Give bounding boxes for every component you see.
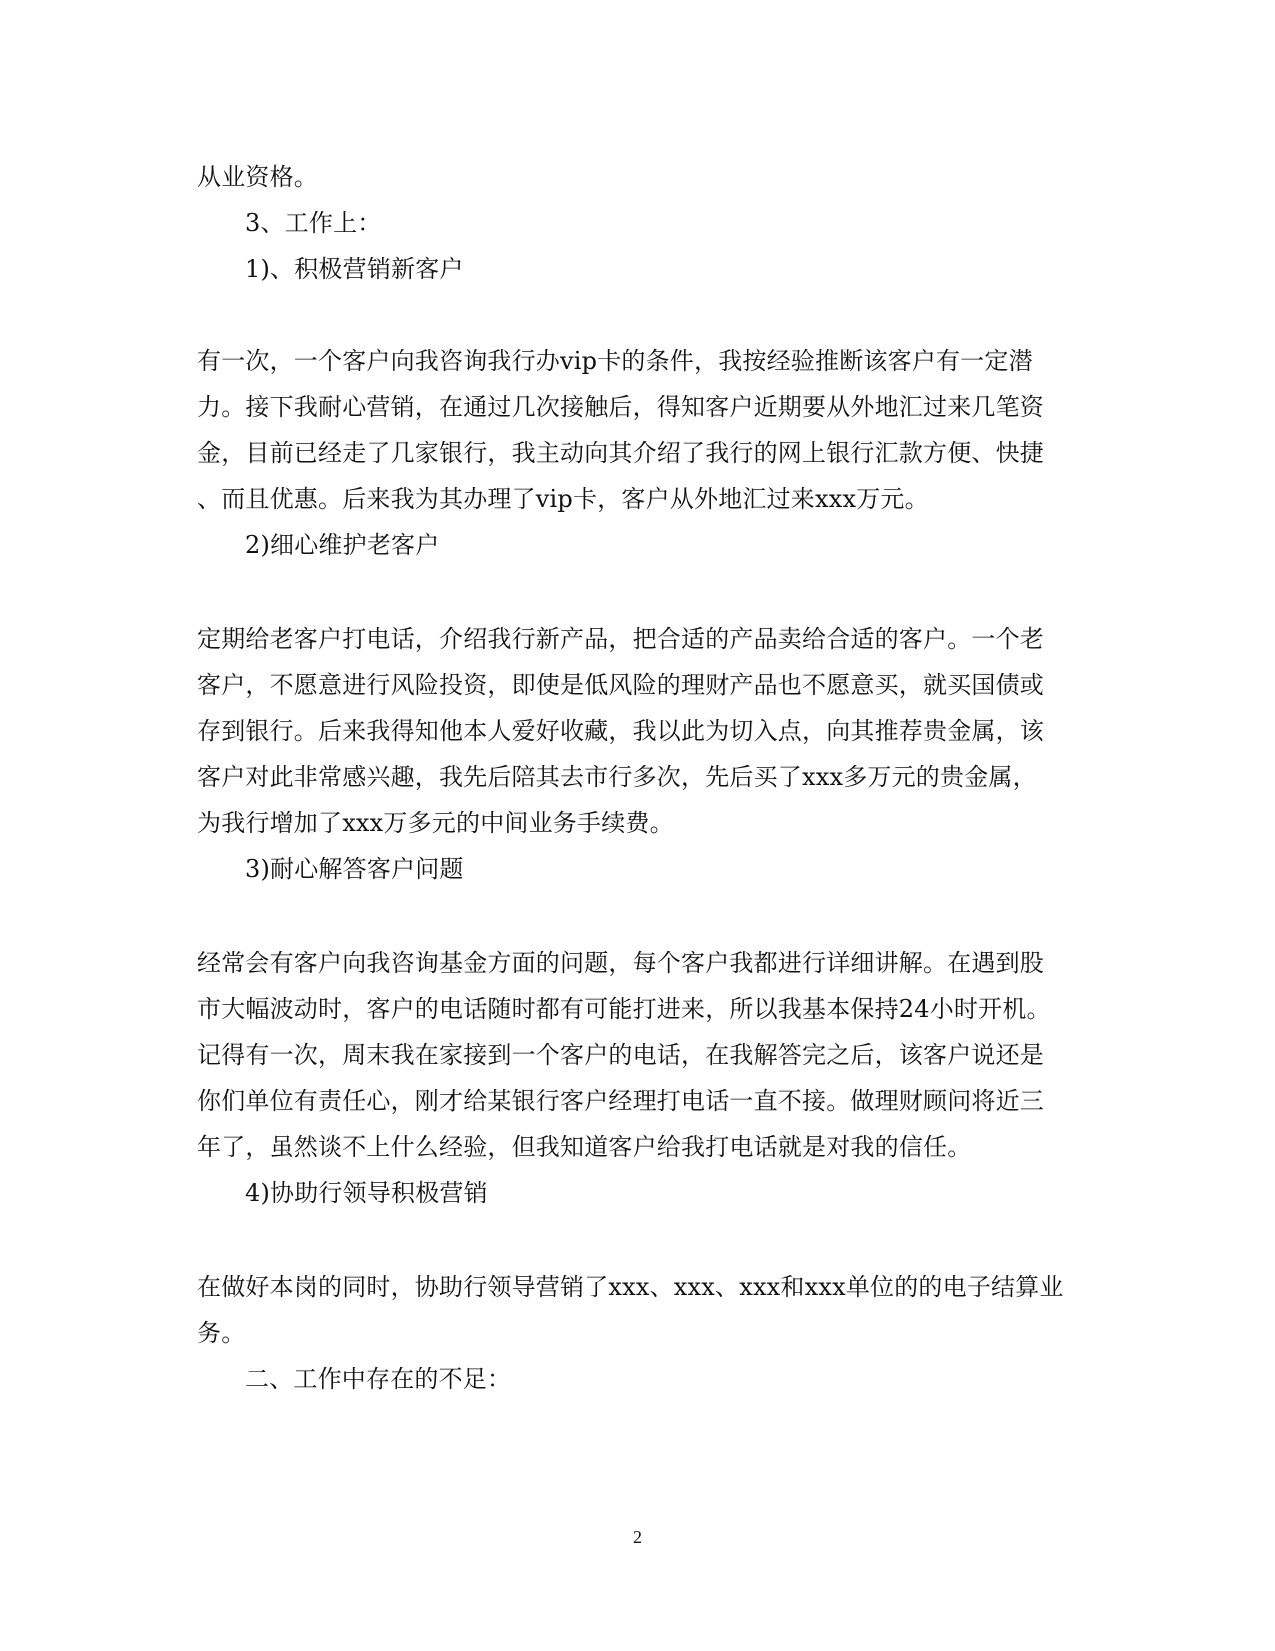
text-line: 经常会有客户向我咨询基金方面的问题，每个客户我都进行详细讲解。在遇到股 (197, 949, 1044, 977)
text-line: 、而且优惠。后来我为其办理了vip卡，客户从外地汇过来xxx万元。 (197, 485, 929, 513)
subsection-heading: 4)协助行领导积极营销 (245, 1179, 488, 1207)
text-line: 记得有一次，周末我在家接到一个客户的电话，在我解答完之后，该客户说还是 (197, 1041, 1044, 1069)
text-line: 市大幅波动时，客户的电话随时都有可能打进来，所以我基本保持24小时开机。 (197, 995, 1051, 1023)
text-line: 力。接下我耐心营销，在通过几次接触后，得知客户近期要从外地汇过来几笔资 (197, 393, 1044, 421)
text-line: 金，目前已经走了几家银行，我主动向其介绍了我行的网上银行汇款方便、快捷 (197, 439, 1044, 467)
text-line: 从业资格。 (197, 163, 318, 191)
page-number: 2 (633, 1527, 642, 1547)
text-line: 客户，不愿意进行风险投资，即使是低风险的理财产品也不愿意买，就买国债或 (197, 671, 1044, 699)
text-line: 客户对此非常感兴趣，我先后陪其去市行多次，先后买了xxx多万元的贵金属， (197, 763, 1037, 791)
section-heading: 二、工作中存在的不足： (245, 1365, 512, 1393)
text-line: 为我行增加了xxx万多元的中间业务手续费。 (197, 809, 674, 837)
text-line: 在做好本岗的同时，协助行领导营销了xxx、xxx、xxx和xxx单位的的电子结算业 (197, 1273, 1064, 1301)
text-line: 年了，虽然谈不上什么经验，但我知道客户给我打电话就是对我的信任。 (197, 1133, 972, 1161)
subsection-heading: 3)耐心解答客户问题 (245, 855, 464, 883)
text-line: 存到银行。后来我得知他本人爱好收藏，我以此为切入点，向其推荐贵金属，该 (197, 717, 1044, 745)
text-line: 务。 (197, 1319, 246, 1347)
subsection-heading: 1)、积极营销新客户 (245, 255, 464, 283)
text-line: 有一次，一个客户向我咨询我行办vip卡的条件，我按经验推断该客户有一定潜 (197, 347, 1033, 375)
text-line: 定期给老客户打电话，介绍我行新产品，把合适的产品卖给合适的客户。一个老 (197, 625, 1044, 653)
subsection-heading: 2)细心维护老客户 (245, 531, 440, 559)
section-heading: 3、工作上： (245, 209, 382, 237)
text-line: 你们单位有责任心，刚才给某银行客户经理打电话一直不接。做理财顾问将近三 (197, 1087, 1044, 1115)
